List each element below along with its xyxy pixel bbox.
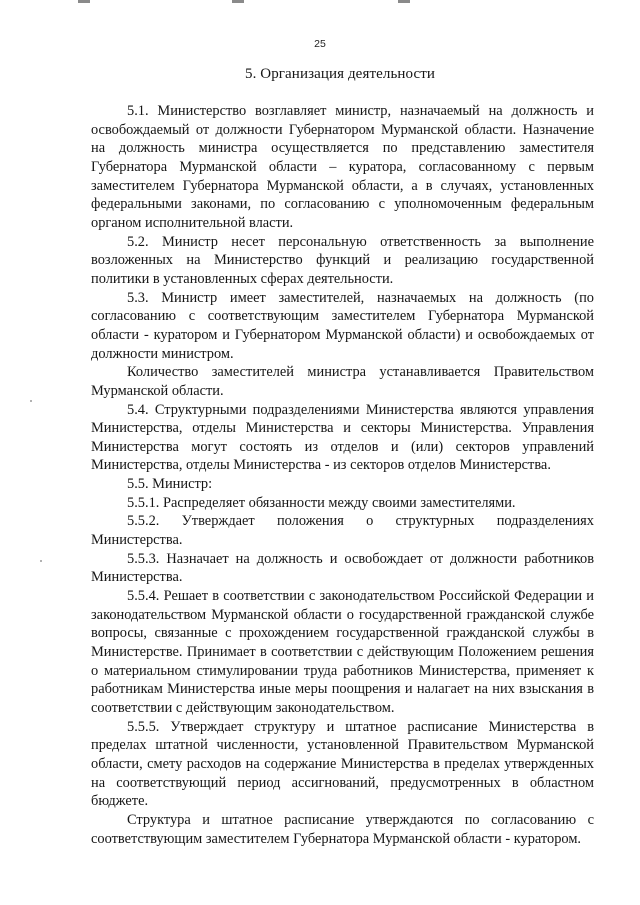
paragraph-5-5-1: 5.5.1. Распределяет обязанности между своими заместителями. [127,494,516,511]
scan-mark-center [232,0,244,3]
scan-speck [40,560,42,562]
scan-mark-left [78,0,90,3]
paragraph-5-5-5: 5.5.5. Утверждает структуру и штатное расписание Министерства в пределах штатной численности, установленной Правительством Мурманской области, смету расходов на содержание Министерства в пределах утвержденных на соответствующий период ассигнований, предусмотренных в областном бюджете. [91,718,594,810]
document-body [91,102,594,848]
paragraph-5-4: 5.4. Структурными подразделениями Министерства являются управления Министерства, отделы Министерства и секторы Министерства. Управления Министерства могут состоять из отделов и (или) секторов управлений Министерства, отделы Министерства - из секторов отделов Министерства. [91,401,594,474]
scan-mark-right [398,0,410,3]
paragraph-5-5-2: 5.5.2. Утверждает положения о структурных подразделениях Министерства. [91,513,594,549]
page-number: 25 [314,38,326,50]
scan-speck [30,400,32,402]
paragraph-5-5-4: 5.5.4. Решает в соответствии с законодательством Российской Федерации и законодательством Мурманской области о государственной гражданской службе вопросы, связанные с прохождением государственной гражданской службы в Министерстве. Принимает в соответствии с действующим Положением решения о материальном стимулировании труда работников Министерства, применяет к работникам Министерства иные меры поощрения и налагает на них взыскания в соответствии с действующим законодательством. [91,588,594,716]
paragraph-structure-approval: Структура и штатное расписание утверждаются по согласованию с соответствующим заместителем Губернатора Мурманской области - куратором. [91,811,594,847]
paragraph-5-5-3: 5.5.3. Назначает на должность и освобождает от должности работников Министерства. [91,550,594,586]
paragraph-5-1: 5.1. Министерство возглавляет министр, назначаемый на должность и освобождаемый от должности Губернатором Мурманской области. Назначение на должность министра осуществляется по представлению заместителя Губернатора Мурманской области – куратора, согласованному с первым заместителем Губернатора Мурманской области, а в случаях, установленных федеральными законами, по согласованию с уполномоченным федеральным органом исполнительной власти. [91,103,594,231]
paragraph-5-3: 5.3. Министр имеет заместителей, назначаемых на должность (по согласованию с соответствующим заместителем Губернатора Мурманской области - куратором и Губернатором Мурманской области) и освобождаемых от должности министром. [91,289,594,362]
paragraph-5-5: 5.5. Министр: [127,476,213,493]
section-title: 5. Организация деятельности [244,66,436,82]
paragraph-5-2: 5.2. Министр несет персональную ответственность за выполнение возложенных на Министерство функций и реализацию государственной политики в установленных сферах деятельности. [91,233,594,287]
paragraph-deputies-count: Количество заместителей министра устанавливается Правительством Мурманской области. [91,364,594,399]
